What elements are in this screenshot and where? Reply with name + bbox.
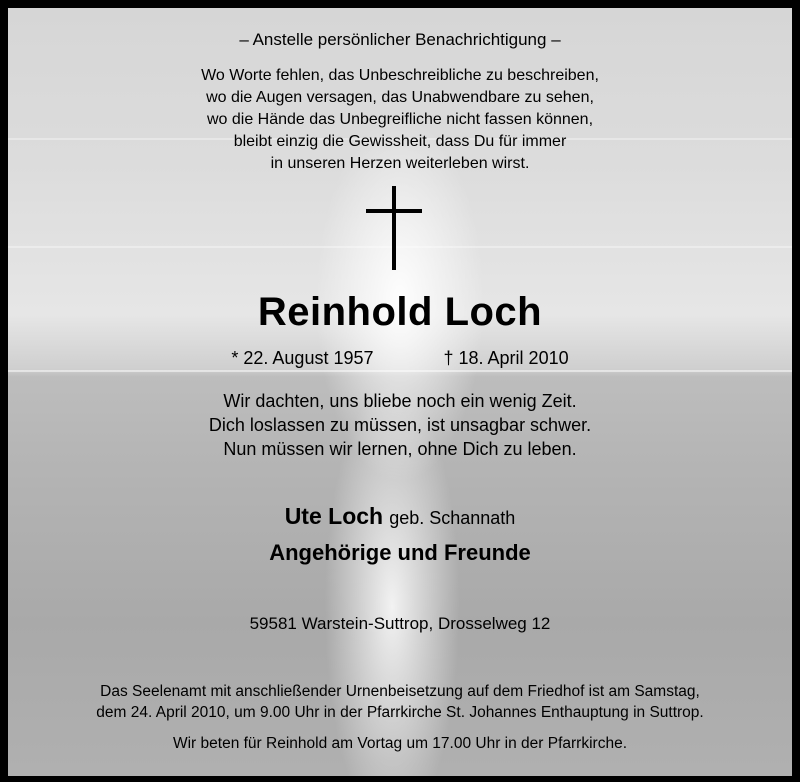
poem-line: in unseren Herzen weiterleben wirst. bbox=[270, 155, 530, 172]
horizon-line bbox=[8, 370, 792, 372]
obituary-notice bbox=[8, 8, 792, 776]
primary-mourner-suffix: geb. Schannath bbox=[389, 508, 516, 528]
primary-mourner bbox=[8, 503, 792, 530]
secondary-mourners: Angehörige und Freunde bbox=[269, 540, 531, 565]
service-info bbox=[8, 681, 792, 723]
primary-mourner-name: Ute Loch bbox=[284, 503, 384, 529]
service-line: dem 24. April 2010, um 9.00 Uhr in der Pfarrkirche St. Johannes Enthauptung in Suttrop. bbox=[96, 704, 704, 721]
service-line: Das Seelenamt mit anschließender Urnenbeisetzung auf dem Friedhof ist am Samstag, bbox=[100, 683, 700, 700]
notice-header: – Anstelle persönlicher Benachrichtigung – bbox=[239, 30, 561, 49]
cross-icon bbox=[366, 186, 422, 270]
prayer-info: Wir beten für Reinhold am Vortag um 17.00 Uhr in der Pfarrkirche. bbox=[172, 735, 627, 752]
poem-line: bleibt einzig die Gewissheit, dass Du für immer bbox=[233, 133, 567, 150]
death-date: † 18. April 2010 bbox=[443, 348, 569, 368]
poem-line: wo die Augen versagen, das Unabwendbare zu sehen, bbox=[206, 89, 594, 106]
verse-line: Nun müssen wir lernen, ohne Dich zu leben. bbox=[223, 439, 577, 459]
birth-date: * 22. August 1957 bbox=[231, 348, 374, 368]
verse-line: Dich loslassen zu müssen, ist unsagbar schwer. bbox=[208, 415, 592, 435]
verse bbox=[8, 389, 792, 461]
life-dates bbox=[8, 348, 792, 369]
deceased-name: Reinhold Loch bbox=[257, 290, 543, 334]
poem bbox=[8, 65, 792, 175]
verse-line: Wir dachten, uns bliebe noch ein wenig Zeit. bbox=[223, 391, 577, 411]
poem-line: Wo Worte fehlen, das Unbeschreibliche zu beschreiben, bbox=[201, 67, 599, 84]
address: 59581 Warstein-Suttrop, Drosselweg 12 bbox=[249, 614, 551, 633]
poem-line: wo die Hände das Unbegreifliche nicht fassen können, bbox=[206, 111, 594, 128]
